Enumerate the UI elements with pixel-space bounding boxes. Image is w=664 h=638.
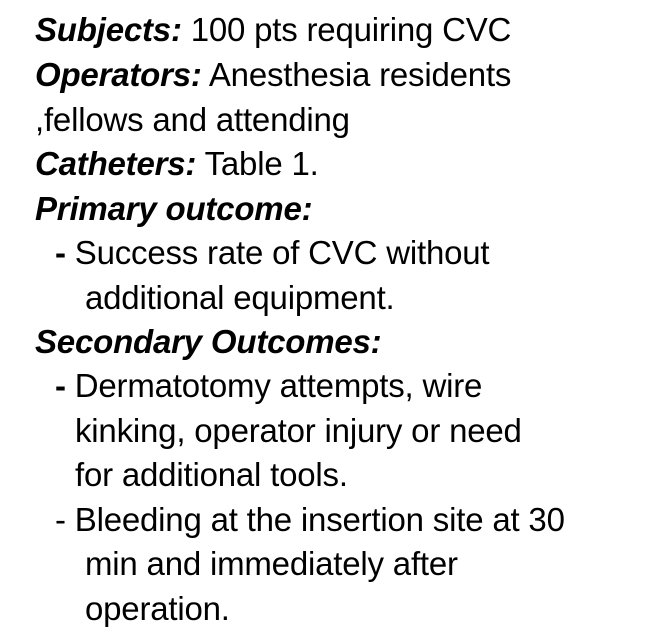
secondary-outcome-1-dash: -: [55, 367, 66, 404]
subjects-label: Subjects:: [35, 11, 182, 48]
operators-value-line2: ,fellows and attending: [35, 101, 350, 138]
operators-line: [35, 53, 511, 97]
secondary-outcome-2-dash: -: [55, 501, 66, 538]
secondary-outcome-1-line2: kinking, operator injury or need: [75, 412, 522, 449]
primary-outcome-heading: Primary outcome:: [35, 190, 313, 227]
subjects-line: [35, 8, 511, 52]
secondary-outcome-1-line1: Dermatotomy attempts, wire: [65, 367, 483, 404]
catheters-line: [35, 142, 319, 186]
secondary-outcome-2-line2: min and immediately after: [85, 545, 458, 582]
secondary-outcome-item-2: [55, 498, 565, 542]
secondary-outcome-2-line3: operation.: [85, 590, 230, 627]
primary-outcome-line1: Success rate of CVC without: [65, 234, 490, 271]
operators-value-line1: Anesthesia residents: [201, 56, 512, 93]
operators-label: Operators:: [35, 56, 202, 93]
primary-outcome-item: [55, 231, 489, 275]
subjects-value: 100 pts requiring CVC: [181, 11, 512, 48]
catheters-label: Catheters:: [35, 145, 197, 182]
secondary-outcomes-heading: Secondary Outcomes:: [35, 323, 382, 360]
secondary-outcome-item-1: [55, 364, 482, 408]
catheters-value: Table 1.: [196, 145, 319, 182]
secondary-outcome-2-line1: Bleeding at the insertion site at 30: [65, 501, 565, 538]
primary-outcome-dash: -: [55, 234, 66, 271]
primary-outcome-line2: additional equipment.: [85, 279, 395, 316]
secondary-outcome-1-line3: for additional tools.: [75, 456, 348, 493]
